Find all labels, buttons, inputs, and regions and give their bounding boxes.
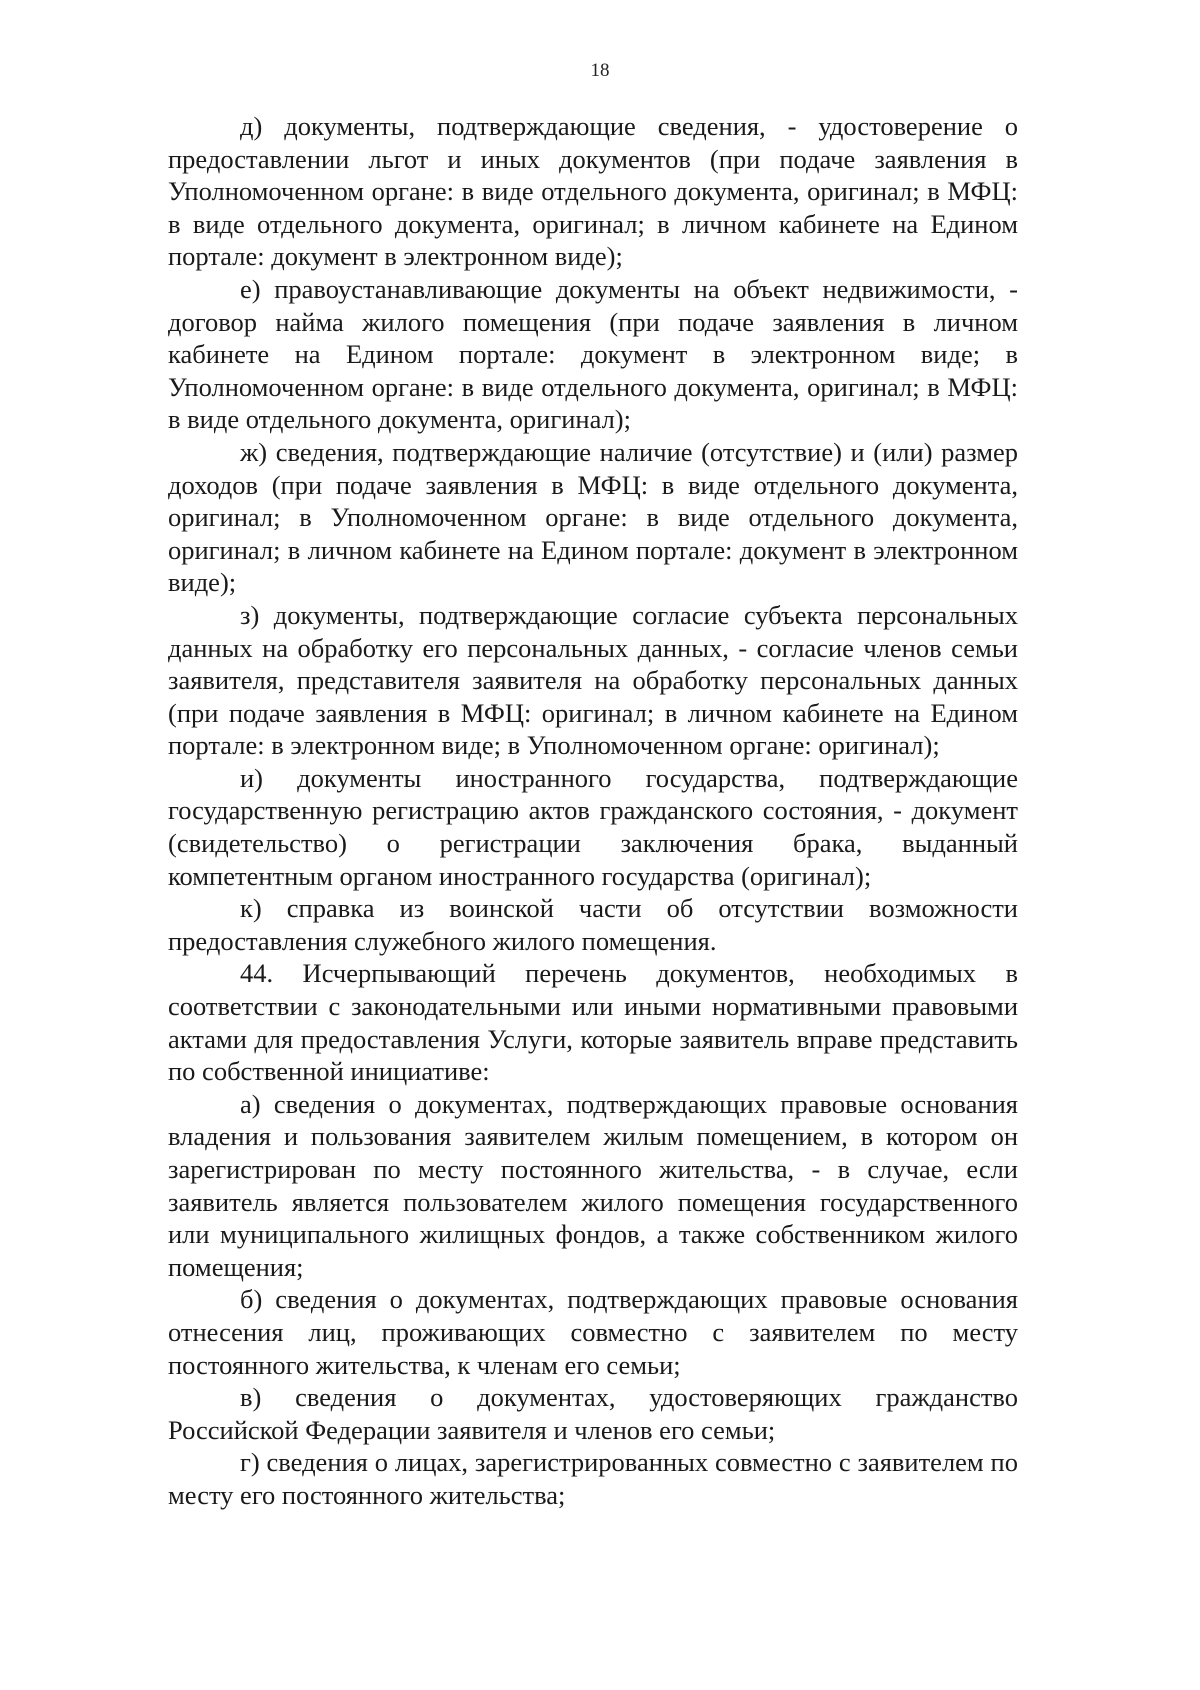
- paragraph-i-foreign-state-documents: и) документы иностранного государства, подтверждающие государственную регистрацию актов гражданского состояния, - документ (свидетельство) о регистрации заключения брака, выданный компетентным органом иностранного государства (оригинал);: [168, 762, 1018, 891]
- paragraph-e-title-documents: е) правоустанавливающие документы на объект недвижимости, - договор найма жилого помещения (при подаче заявления в личном кабинете на Едином портале: документ в электронном виде; в Уполномоченном органе: в виде отдельного документа, оригинал; в МФЦ: в виде отдельного документа, оригинал);: [168, 273, 1018, 435]
- paragraph-zh-income-information: ж) сведения, подтверждающие наличие (отсутствие) и (или) размер доходов (при подаче заявления в МФЦ: в виде отдельного документа, оригинал; в Уполномоченном органе: в виде отдельного документа, оригинал; в личном кабинете на Едином портале: документ в электронном виде);: [168, 436, 1018, 598]
- paragraph-44-exhaustive-list: 44. Исчерпывающий перечень документов, необходимых в соответствии с законодательными или иными нормативными правовыми актами для предоставления Услуги, которые заявитель вправе представить по собственной инициативе:: [168, 958, 1018, 1087]
- paragraph-g-registered-persons: г) сведения о лицах, зарегистрированных совместно с заявителем по месту его постоянного жительства;: [168, 1447, 1018, 1510]
- paragraph-k-military-unit-certificate: к) справка из воинской части об отсутствии возможности предоставления служебного жилого помещения.: [168, 893, 1018, 956]
- document-body: [168, 110, 1018, 1512]
- paragraph-a-residence-rights: а) сведения о документах, подтверждающих правовые основания владения и пользования заявителем жилым помещением, в котором он зарегистрирован по месту постоянного жительства, - в случае, если заявитель является пользователем жилого помещения государственного или муниципального жилищных фондов, а также собственником жилого помещения;: [168, 1088, 1018, 1282]
- paragraph-d-documents-benefits: д) документы, подтверждающие сведения, - удостоверение о предоставлении льгот и иных документов (при подаче заявления в Уполномоченном органе: в виде отдельного документа, оригинал; в МФЦ: в виде отдельного документа, оригинал; в личном кабинете на Едином портале: документ в электронном виде);: [168, 111, 1018, 272]
- page-number: 18: [590, 60, 610, 81]
- paragraph-z-personal-data-consent: з) документы, подтверждающие согласие субъекта персональных данных на обработку его персональных данных, - согласие членов семьи заявителя, представителя заявителя на обработку персональных данных (при подаче заявления в МФЦ: оригинал; в личном кабинете на Едином портале: в электронном виде; в Уполномоченном органе: оригинал);: [168, 599, 1018, 761]
- paragraph-b-family-members: б) сведения о документах, подтверждающих правовые основания отнесения лиц, проживающих совместно с заявителем по месту постоянного жительства, к членам его семьи;: [168, 1284, 1018, 1380]
- paragraph-v-citizenship-documents: в) сведения о документах, удостоверяющих гражданство Российской Федерации заявителя и членов его семьи;: [168, 1382, 1018, 1445]
